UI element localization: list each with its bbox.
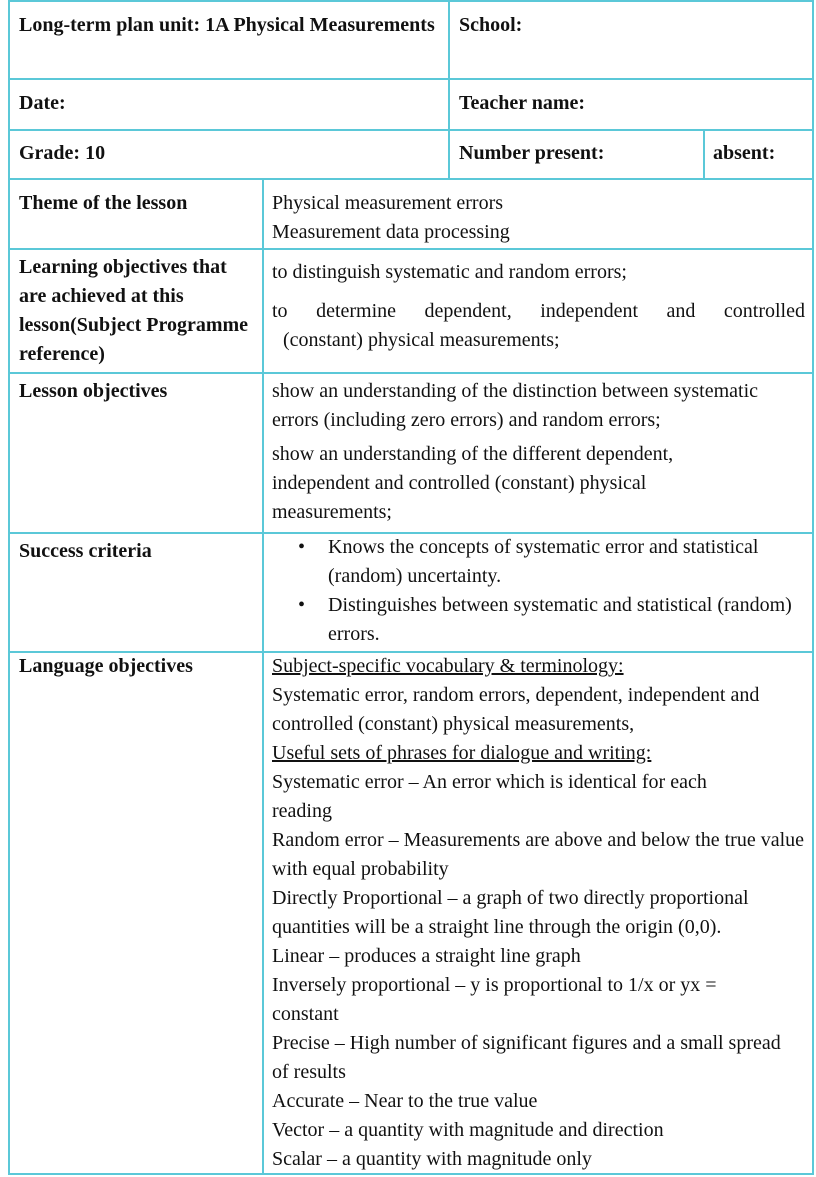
border-row3 (8, 178, 814, 180)
definition-item: Linear – produces a straight line graph (272, 945, 581, 967)
school-label: School: (459, 14, 523, 36)
success-criteria-text: Knows the concepts of systematic error and statistical (random) uncertainty. (328, 536, 759, 587)
learning-objectives-value (272, 258, 805, 355)
learning-objective-item: to determine dependent, independent and controlled (272, 300, 805, 322)
border-body-mid (262, 180, 264, 1175)
absent-label: absent: (713, 142, 776, 164)
grade-label: Grade: 10 (19, 142, 106, 164)
border-top (8, 0, 814, 2)
learning-objective-item-cont: (constant) physical measurements; (283, 329, 560, 351)
theme-line: Measurement data processing (272, 221, 510, 243)
unit-title: Long-term plan unit: 1A Physical Measurements (19, 14, 435, 36)
success-criteria-item (298, 533, 808, 591)
definition-item: Directly Proportional – a graph of two directly proportional quantities will be a straight line through the origin (0,0). (272, 887, 749, 938)
phrases-heading: Useful sets of phrases for dialogue and writing: (272, 742, 652, 764)
definition-item: Vector – a quantity with magnitude and direction (272, 1119, 664, 1141)
theme-value (272, 189, 804, 247)
definition-item: Random error – Measurements are above and below the true value with equal probability (272, 829, 805, 880)
learning-objective-item: to distinguish systematic and random errors; (272, 261, 627, 283)
border-right (812, 0, 814, 1175)
vocab-heading: Subject-specific vocabulary & terminology: (272, 655, 624, 677)
vocab-text: Systematic error, random errors, dependent, independent and controlled (constant) physical measurements, (272, 684, 760, 735)
border-row4 (8, 248, 814, 250)
learning-objectives-label: Learning objectives that are achieved at this lesson(Subject Programme reference) (19, 256, 249, 365)
teacher-label: Teacher name: (459, 92, 586, 114)
definition-item: Inversely proportional – y is proportional to 1/x or yx = constant (272, 974, 717, 1025)
border-row5 (8, 372, 814, 374)
definition-item: Scalar – a quantity with magnitude only (272, 1148, 592, 1170)
lesson-objective-item: show an understanding of the different dependent, independent and controlled (constant) physical measurements; (272, 443, 674, 523)
bullet-icon: • (298, 536, 306, 558)
success-criteria-label: Success criteria (19, 540, 152, 562)
border-header-mid (448, 0, 450, 180)
success-criteria-list (298, 533, 808, 649)
theme-label: Theme of the lesson (19, 192, 188, 214)
date-label: Date: (19, 92, 66, 114)
language-objectives-value (272, 652, 808, 1174)
definition-item: Systematic error – An error which is identical for each reading (272, 771, 707, 822)
definition-item: Precise – High number of significant figures and a small spread of results (272, 1032, 781, 1083)
border-row2 (8, 129, 814, 131)
theme-line: Physical measurement errors (272, 192, 504, 214)
border-left (8, 0, 10, 1175)
lesson-objectives-value (272, 377, 806, 527)
lesson-objective-item: show an understanding of the distinction between systematic errors (including zero errors) and random errors; (272, 380, 759, 431)
definition-item: Accurate – Near to the true value (272, 1090, 538, 1112)
success-criteria-item (298, 591, 808, 649)
bullet-icon: • (298, 594, 306, 616)
number-present-label: Number present: (459, 142, 605, 164)
border-absent (703, 129, 705, 180)
lesson-objectives-label: Lesson objectives (19, 380, 168, 402)
language-objectives-label: Language objectives (19, 655, 193, 677)
success-criteria-text: Distinguishes between systematic and statistical (random) errors. (328, 594, 792, 645)
border-row1 (8, 78, 814, 80)
